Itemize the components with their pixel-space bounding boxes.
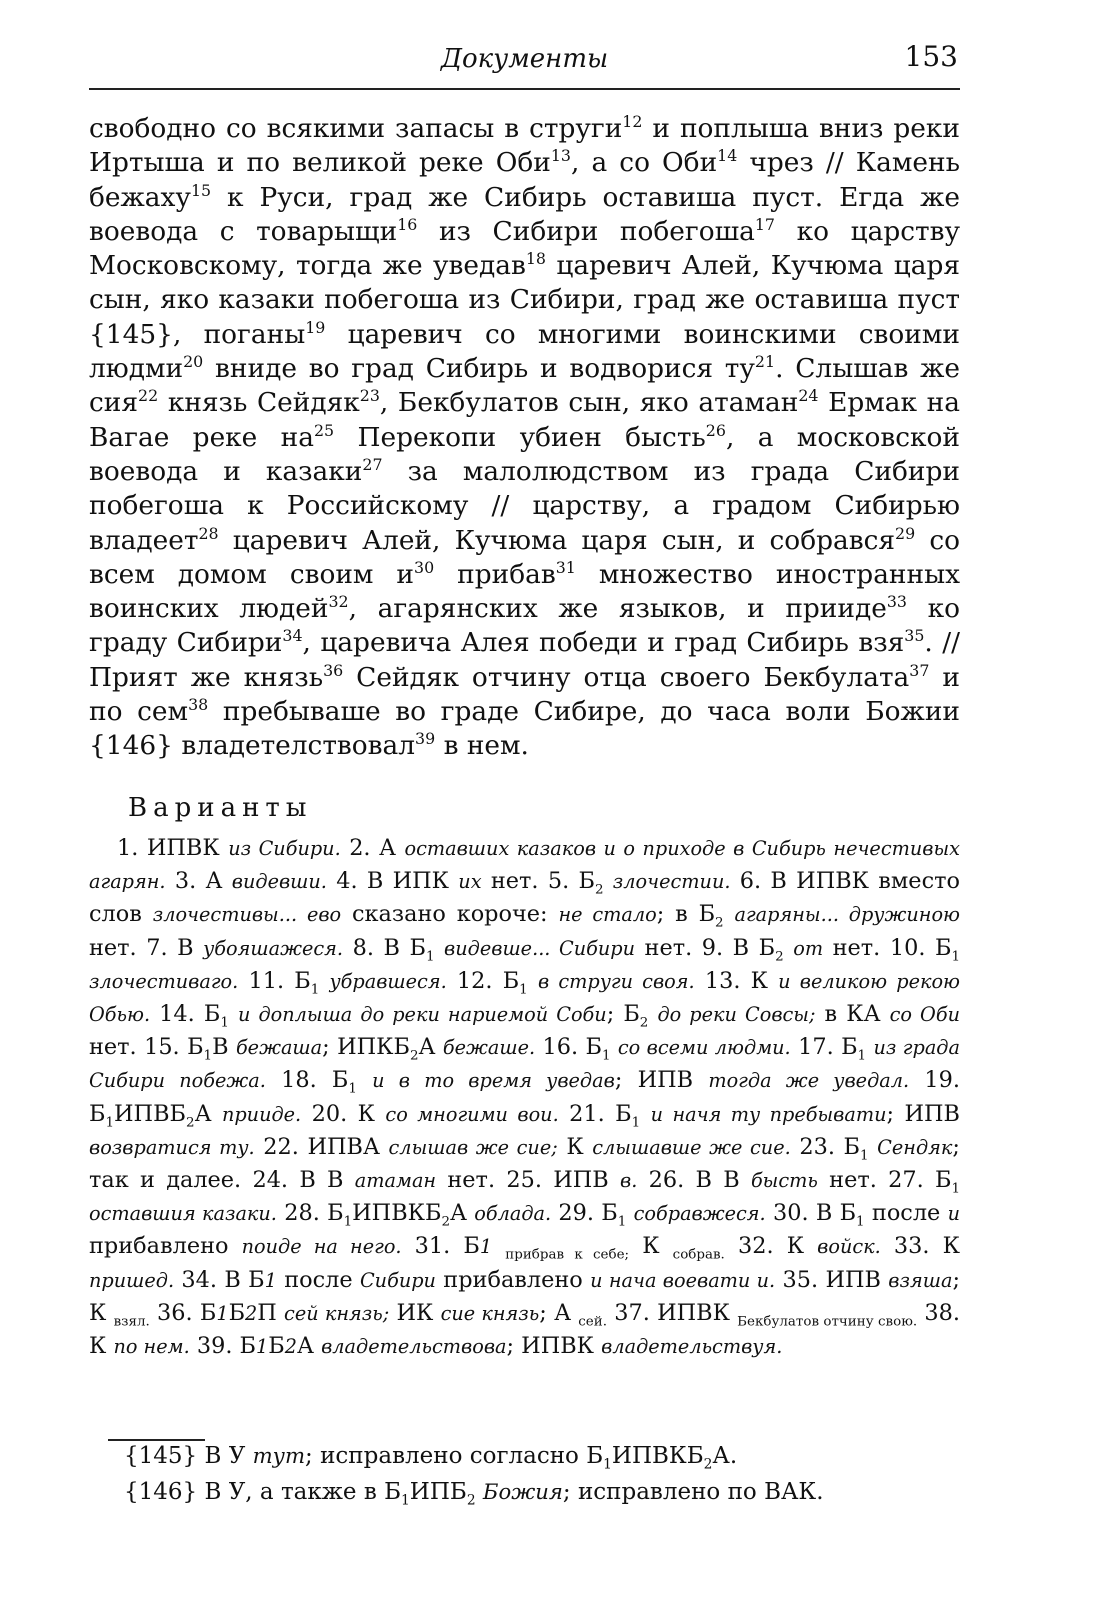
variant-reading: поиде на него. (241, 1235, 402, 1259)
footnote-145 (124, 1438, 960, 1474)
text-segment: множество иностранных воинских людей (89, 558, 960, 625)
variant-reading: 2 (284, 1335, 297, 1359)
note-ref: 23 (359, 386, 380, 406)
variant-reading: злочестии. (612, 870, 731, 894)
footnotes (124, 1438, 960, 1510)
variant-text (229, 1001, 238, 1027)
footnote-text: {145} В У (124, 1443, 253, 1469)
variant-reading: в. (620, 1169, 638, 1193)
variant-text: ИК (389, 1299, 441, 1326)
variant-text: А (297, 1333, 322, 1360)
variant-text: 30. В Б (765, 1200, 857, 1227)
siglum-subscript: 2 (466, 1492, 476, 1509)
siglum-subscript: 2 (409, 1048, 419, 1064)
variant-text: прибавлено (89, 1233, 242, 1260)
variant-reading: владетельствуя. (601, 1335, 783, 1359)
variant-reading: 2 (245, 1301, 258, 1325)
siglum-subscript: 1 (220, 1015, 229, 1031)
variant-text: Б (268, 1333, 285, 1360)
siglum-subscript: 1 (857, 1048, 867, 1064)
variant-text (784, 935, 794, 961)
text-segment: и поплыша вниз реки Иртыша и по великой реке Оби (89, 113, 960, 179)
variant-text: ; так и далее. 24. В В (89, 1133, 960, 1194)
text-segment: , царевича Алея победи и град Сибирь взя (302, 627, 905, 659)
variant-text: К (557, 1133, 593, 1160)
variant-text: нет. 7. В (89, 934, 204, 961)
variant-text: 18. Б (265, 1067, 349, 1094)
variant-reading: 1 (216, 1301, 229, 1325)
variant-text: прибавлено (435, 1266, 591, 1293)
variant-text: ; К (89, 1266, 961, 1326)
variant-text: ; ИПВ (886, 1100, 960, 1127)
variant-text (357, 1067, 372, 1093)
siglum-subscript: прибрав к себе; (505, 1247, 630, 1263)
variant-text: 31. Б (401, 1233, 480, 1260)
text-segment: ко граду Сибири (89, 593, 960, 659)
text-segment: ко царству Московскому, тогда же уведав (89, 215, 960, 282)
note-ref: 38 (188, 695, 209, 715)
text-segment: прибав (434, 558, 556, 590)
variant-text: 37. ИПВК (607, 1299, 738, 1326)
variants-paragraph (89, 832, 960, 1363)
variant-text: ; в Б (656, 901, 716, 928)
siglum-subscript: 1 (617, 1214, 627, 1230)
variant-reading: злочестивы... ево (152, 903, 342, 927)
variant-text: 29. Б (551, 1200, 618, 1227)
variant-reading: бысть (750, 1169, 818, 1193)
variant-text: ; А (539, 1299, 579, 1326)
variants-heading: Варианты (128, 793, 313, 823)
variant-text: 20. К (301, 1100, 386, 1127)
variant-text: нет. 25. ИПВ (436, 1167, 620, 1194)
variant-text: 22. ИПВА (254, 1133, 389, 1160)
siglum-subscript: 2 (441, 1214, 450, 1230)
text-segment: . Слышав же сия (89, 353, 960, 419)
text-segment: , а со Оби (570, 147, 718, 179)
footnote-text: ИПБ (409, 1479, 467, 1505)
variant-text: В (212, 1034, 236, 1061)
note-ref: 20 (183, 352, 204, 372)
note-ref: 33 (886, 592, 908, 612)
text-segment: пребываше во граде Сибире, до часа воли Божии {146} владетелствовал (89, 696, 961, 762)
siglum-subscript: 2 (186, 1115, 195, 1131)
variant-text: 3. А (165, 868, 232, 895)
variant-reading: возвратися ту. (89, 1135, 255, 1159)
text-segment: в нем. (435, 730, 529, 762)
note-ref: 12 (622, 112, 643, 132)
text-segment: царевич со многими воинскими своими людми (89, 318, 960, 385)
variant-text: 12. Б (446, 967, 520, 994)
text-segment: , Бекбулатов сын, яко атаман (379, 387, 799, 419)
variant-reading: 1 (479, 1235, 493, 1259)
variant-text: 26. В В (637, 1167, 751, 1194)
variant-text: 21. Б (558, 1100, 632, 1127)
note-ref: 13 (550, 146, 571, 166)
variant-reading: в струги своя. (537, 969, 695, 993)
text-segment: Ермак на Вагае реке на (89, 387, 960, 453)
siglum-subscript: 1 (401, 1492, 410, 1509)
siglum-subscript: 1 (631, 1115, 641, 1131)
variant-text: 36. Б (149, 1299, 217, 1326)
text-segment: вниде во град Сибирь и водворися ту (203, 353, 755, 385)
variant-text: 23. Б (790, 1133, 860, 1160)
variant-reading: из Сибири. (228, 837, 341, 860)
siglum-subscript: 2 (639, 1015, 649, 1031)
variant-text: А (450, 1200, 475, 1227)
footnote-text: ; исправлено по ВАК. (562, 1479, 824, 1505)
variant-reading: сей князь; (284, 1301, 390, 1325)
main-paragraph (89, 112, 960, 764)
text-segment: со всем домом своим и (89, 524, 960, 590)
text-segment: чрез // Камень бежаху (89, 147, 960, 213)
variant-text (492, 1233, 505, 1259)
variant-text: ; ИПВК (506, 1333, 602, 1360)
text-segment: свободно со всякими запасы в струги (89, 113, 623, 144)
siglum-subscript: 2 (715, 915, 724, 931)
variant-text: А (194, 1100, 222, 1127)
variant-reading: бежаше. (442, 1036, 536, 1060)
variant-text: 39. Б (189, 1333, 257, 1360)
variant-text: нет. 5. Б (481, 868, 595, 895)
note-ref: 21 (754, 352, 776, 372)
variant-text: после (276, 1266, 360, 1293)
note-ref: 31 (555, 558, 576, 578)
siglum-subscript: 1 (348, 1081, 357, 1097)
note-ref: 39 (415, 729, 436, 749)
variant-text (528, 968, 538, 994)
variant-reading: по нем. (113, 1335, 190, 1359)
siglum-subscript: 1 (603, 1456, 612, 1473)
siglum-subscript: 1 (203, 1048, 213, 1064)
text-segment: и по сем (89, 661, 960, 728)
variant-text: 13. К (694, 967, 779, 994)
variant-text (319, 968, 329, 994)
variant-text: 1. ИПВК (117, 835, 229, 861)
page-number: 153 (904, 40, 958, 73)
variant-text (724, 901, 735, 927)
note-ref: 34 (282, 626, 303, 646)
variant-text: нет. 9. В Б (634, 934, 776, 961)
variant-text: А (418, 1034, 443, 1061)
note-ref: 36 (323, 660, 344, 680)
variant-text: ; ИПВ (614, 1067, 709, 1094)
variant-text: ИПВКБ (352, 1200, 442, 1227)
variant-reading: пришед. (89, 1268, 175, 1292)
variant-text: 16. Б (535, 1034, 602, 1061)
variant-reading: видевши. (231, 870, 327, 894)
note-ref: 17 (754, 215, 776, 235)
variant-text: 2. А (340, 835, 405, 861)
siglum-subscript: 2 (775, 949, 784, 965)
footnote-text: {146} В У, а также в Б (124, 1479, 402, 1505)
siglum-subscript: взял. (113, 1314, 150, 1330)
variant-reading: Сендяк (877, 1135, 953, 1159)
variants-apparatus (89, 832, 960, 1363)
variant-text: сказано короче: (341, 901, 559, 928)
siglum-subscript: 1 (951, 1181, 961, 1197)
note-ref: 27 (362, 455, 383, 475)
variant-reading: войск. (817, 1235, 881, 1259)
siglum-subscript: 2 (594, 882, 604, 898)
variant-text (626, 1200, 633, 1226)
variant-reading: 1 (264, 1268, 277, 1292)
variant-reading: злочестиваго. (89, 969, 239, 993)
variant-reading: до реки Совсы; (657, 1003, 816, 1027)
variant-text: 33. К (880, 1233, 960, 1260)
running-title: Документы (440, 44, 609, 74)
variant-text (604, 868, 613, 894)
variant-text: 19. Б (89, 1067, 960, 1127)
variant-reading: тогда же уведал. (708, 1069, 910, 1093)
siglum-subscript: сей. (578, 1314, 607, 1330)
variant-reading: от (793, 936, 824, 960)
variant-text: 17. Б (790, 1034, 858, 1061)
variant-reading: не стало (558, 903, 657, 927)
siglum-subscript: 2 (703, 1456, 713, 1473)
note-ref: 28 (198, 523, 219, 543)
siglum-subscript: 1 (343, 1214, 353, 1230)
siglum-subscript: 1 (856, 1214, 865, 1230)
text-segment: . // Прият же князь (89, 627, 960, 693)
text-segment: царевич Алей, Кучюма царя сын, и собрався (218, 524, 895, 556)
variant-reading: слышавше же сие. (592, 1135, 791, 1159)
page-header (89, 30, 960, 90)
variant-text: нет. 27. Б (817, 1167, 952, 1194)
siglum-subscript: 1 (425, 949, 435, 965)
siglum-subscript: собрав. (672, 1247, 725, 1263)
footnote-reading: Божия (482, 1479, 563, 1504)
text-segment: царевич Алей, Кучюма царя сын, яко казаки побегоша из Сибири, град же оставиша пуст {145}, поганы (89, 250, 960, 350)
variant-reading: собравжеся. (633, 1202, 766, 1226)
note-ref: 29 (895, 523, 916, 543)
variant-reading: со всеми людми. (617, 1036, 791, 1060)
variant-reading: атаман (354, 1169, 437, 1193)
variant-reading: видевше... Сибири (444, 936, 635, 960)
note-ref: 18 (525, 249, 546, 269)
variant-text: 28. Б (276, 1200, 344, 1227)
siglum-subscript: 1 (601, 1048, 611, 1064)
variant-text: ; Б (606, 1001, 640, 1028)
note-ref: 30 (414, 558, 435, 578)
variant-reading: и нача воевати и. (590, 1268, 776, 1292)
siglum-subscript: 1 (519, 982, 528, 998)
note-ref: 24 (798, 386, 819, 406)
variant-text: П (257, 1299, 285, 1326)
variant-text: после (864, 1200, 948, 1227)
text-segment: , а московской воевода и казаки (89, 421, 960, 487)
note-ref: 22 (138, 386, 159, 406)
text-segment: за малолюдством из града Сибири побегоша к Российскому // царству, а градом Сибирью владеет (89, 455, 960, 556)
variant-reading: и начя ту пребывати (650, 1102, 887, 1126)
note-ref: 35 (904, 626, 925, 646)
variant-text: нет. 10. Б (823, 934, 952, 961)
variant-text: 11. Б (238, 967, 311, 994)
variant-reading: взяша (888, 1268, 953, 1292)
variant-reading: со Оби (889, 1003, 960, 1027)
variant-reading: и (947, 1202, 961, 1226)
text-segment: из Сибири побегоша (417, 215, 755, 247)
variant-text: Б (228, 1299, 246, 1326)
footnote-146 (124, 1474, 960, 1510)
text-segment: Сейдяк отчину отца своего Бекбулата (343, 661, 910, 693)
variant-reading: облада. (474, 1202, 552, 1226)
variant-text (640, 1101, 650, 1127)
siglum-subscript: Бекбулатов отчину свою. (737, 1314, 918, 1330)
note-ref: 15 (190, 180, 212, 200)
note-ref: 16 (397, 215, 418, 235)
variant-text (869, 1134, 878, 1160)
siglum-subscript: 1 (105, 1115, 115, 1131)
variant-reading: агаряны... дружиною (734, 903, 960, 927)
variant-reading: и в то время уведав (372, 1069, 615, 1093)
variant-reading: их (458, 870, 482, 894)
main-text (89, 112, 960, 764)
variant-reading: прииде. (221, 1102, 302, 1126)
variant-reading: сие князь (440, 1301, 540, 1325)
variant-text: нет. 15. Б (89, 1034, 204, 1061)
variant-text: 8. В Б (343, 934, 426, 961)
variant-reading: оставшия казаки. (89, 1202, 277, 1226)
note-ref: 37 (909, 660, 930, 680)
note-ref: 14 (717, 146, 738, 166)
variant-reading: со многими вои. (385, 1102, 559, 1126)
footnote-text: ; исправлено согласно Б (305, 1443, 604, 1469)
variant-reading: оставших казаков и о приходе в Сибирь нечестивых агарян. (89, 837, 960, 894)
variant-reading: Сибири (359, 1268, 436, 1292)
siglum-subscript: 1 (310, 982, 320, 998)
text-segment: князь Сейдяк (158, 387, 360, 419)
variant-text: ИПВБ (114, 1100, 186, 1127)
note-ref: 25 (313, 420, 335, 440)
variant-reading: владетельствова (321, 1335, 507, 1359)
variant-text: К (629, 1233, 673, 1260)
text-segment: Перекопи убиен бысть (334, 421, 706, 453)
footnote-text (476, 1479, 483, 1505)
note-ref: 32 (328, 592, 349, 612)
variant-text: 34. В Б (174, 1266, 265, 1293)
text-segment: , агарянских же языков, и прииде (348, 593, 887, 625)
variant-text: 14. Б (150, 1001, 221, 1028)
text-segment: к Руси, град же Сибирь оставиша пуст. Егда же воевода с товарыщи (89, 181, 960, 247)
variant-reading: и доплыша до реки нариемой Соби (237, 1003, 607, 1027)
footnote-text: А. (712, 1443, 738, 1469)
note-ref: 26 (705, 420, 726, 440)
footnote-reading: тут (252, 1443, 306, 1468)
note-ref: 19 (305, 317, 326, 337)
variant-text: ; ИПКБ (322, 1034, 410, 1061)
siglum-subscript: 1 (860, 1148, 869, 1164)
variant-reading: убояшажеся. (203, 936, 344, 960)
siglum-subscript: 1 (951, 949, 961, 965)
variant-reading: убравшеся. (329, 969, 447, 993)
variant-reading: 1 (256, 1335, 269, 1359)
footnote-text: ИПВКБ (611, 1443, 704, 1469)
variant-text: в КА (815, 1001, 890, 1028)
variant-reading: из града Сибири побежа. (89, 1036, 960, 1093)
variant-text (611, 1034, 618, 1060)
variant-text: 35. ИПВ (775, 1266, 889, 1293)
variant-reading: бежаша (235, 1036, 323, 1060)
variant-text (435, 935, 445, 961)
variant-text: 38. К (89, 1299, 961, 1360)
variant-reading: слышав же сие; (388, 1135, 558, 1159)
variant-reading: и великою рекою Обью. (89, 969, 960, 1027)
variant-text: 4. В ИПК (326, 868, 459, 895)
variant-text: 32. К (724, 1233, 818, 1260)
variant-text: 6. В ИПВК вместо слов (89, 868, 960, 928)
